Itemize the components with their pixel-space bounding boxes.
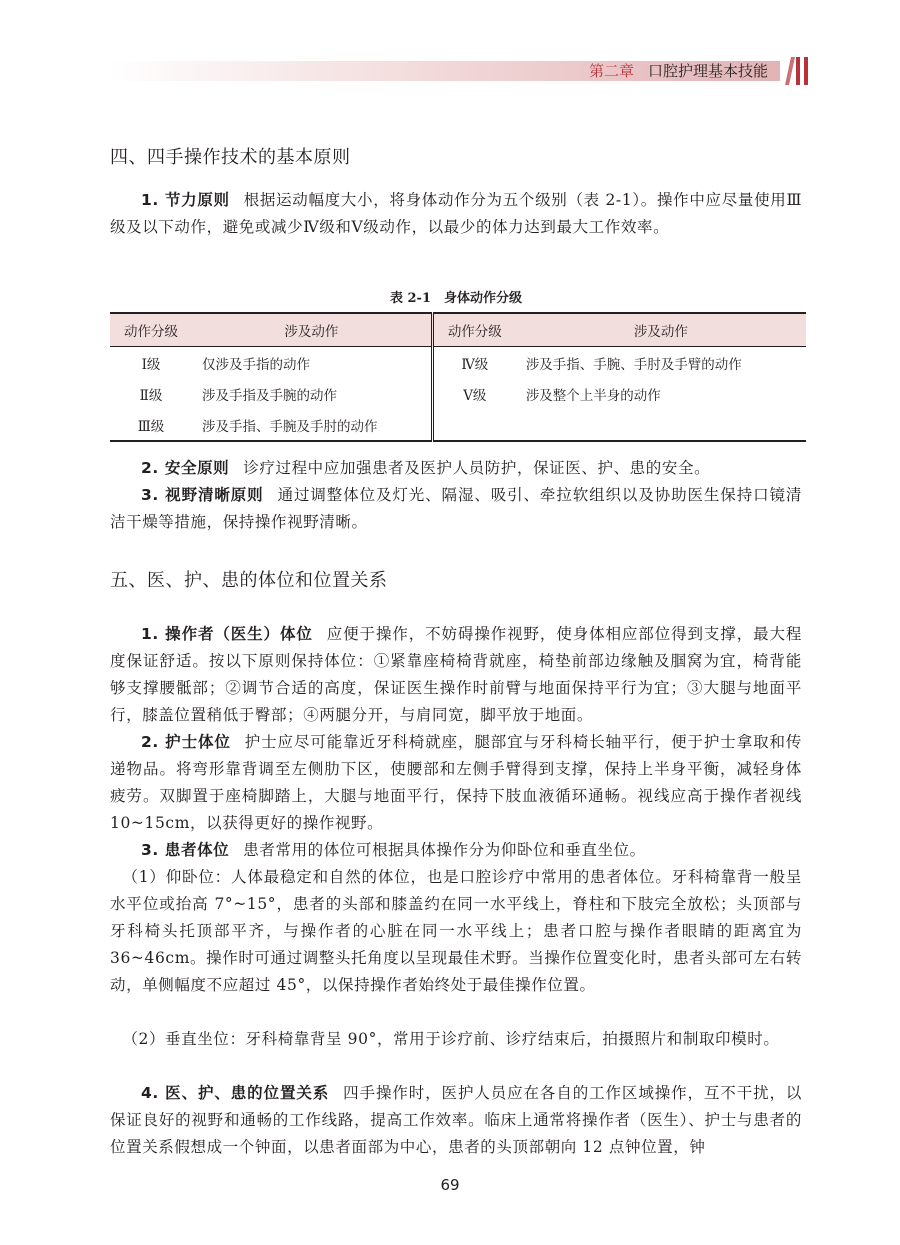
chapter-title: 口腔护理基本技能	[647, 62, 768, 80]
paragraph-text: 四手操作时，医护人员应在各自的工作区域操作，互不干扰，以保证良好的视野和通畅的工作线路，提高工作效率。临床上通常将操作者（医生）、护士与患者的位置关系假想成一个钟面，以患者面部为中心，患者的头顶部朝向 12 点钟位置，钟	[110, 1084, 802, 1156]
header-bars-decoration	[786, 57, 810, 85]
table-cell: Ⅰ级	[141, 356, 161, 373]
table-cell: 涉及手指及手腕的动作	[192, 378, 432, 409]
table-cell	[432, 409, 516, 441]
chapter-number: 第二章	[588, 62, 634, 80]
paragraph-text: 诊疗过程中应加强患者及医护人员防护，保证医、护、患的安全。	[243, 459, 711, 477]
body-movement-table	[110, 312, 806, 442]
table-header: 动作分级	[432, 313, 516, 347]
paragraph-lead: 2. 护士体位	[141, 733, 231, 751]
table-cell: Ⅲ级	[110, 409, 192, 441]
paragraph-energy-principle	[110, 187, 802, 241]
table-cell: Ⅳ级	[461, 356, 489, 373]
running-header	[589, 61, 768, 81]
table-row	[110, 378, 806, 409]
paragraph-lead: 3. 视野清晰原则	[141, 486, 264, 504]
paragraph-lead: 2. 安全原则	[141, 459, 230, 477]
section-heading-4: 四、四手操作技术的基本原则	[110, 147, 351, 168]
table-header: 涉及动作	[192, 313, 432, 347]
paragraph-operator-position	[110, 621, 802, 729]
table-cell: 涉及手指、手腕及手肘的动作	[192, 409, 432, 441]
paragraph-text: 应便于操作，不妨碍操作视野，使身体相应部位得到支撑，最大程度保证舒适。按以下原则保持体位：①紧靠座椅椅背就座，椅垫前部边缘触及腘窝为宜，椅背能够支撑腰骶部；②调节合适的高度，保证医生操作时前臂与地面保持平行为宜；③大腿与地面平行，膝盖位置稍低于臀部；④两腿分开，与肩同宽，脚平放于地面。	[110, 625, 802, 724]
table-header-row	[110, 313, 806, 347]
page-number: 69	[440, 1176, 460, 1194]
table-cell: Ⅴ级	[463, 387, 487, 404]
table-header: 涉及动作	[516, 313, 806, 347]
table-row	[110, 347, 806, 379]
paragraph-nurse-position	[110, 729, 802, 837]
paragraph-upright-position: （2）垂直坐位：牙科椅靠背呈 90°，常用于诊疗前、诊疗结束后，拍摄照片和制取印模时。	[122, 1030, 780, 1048]
paragraph-lead: 4. 医、护、患的位置关系	[141, 1084, 330, 1102]
table-cell: Ⅱ级	[139, 387, 163, 404]
paragraph-lead: 1. 操作者（医生）体位	[141, 625, 313, 643]
paragraph-text: 通过调整体位及灯光、隔湿、吸引、牵拉软组织以及协助医生保持口镜清洁干燥等措施，保持操作视野清晰。	[110, 486, 802, 531]
paragraph-safety-principle	[110, 455, 802, 482]
paragraph-text: 患者常用的体位可根据具体操作分为仰卧位和垂直坐位。	[243, 841, 646, 859]
paragraph-lead: 3. 患者体位	[141, 841, 230, 859]
paragraph-supine-position: （1）仰卧位：人体最稳定和自然的体位，也是口腔诊疗中常用的患者体位。牙科椅靠背一般呈水平位或抬高 7°~15°，患者的头部和膝盖约在同一水平线上，脊柱和下肢完全放松；头顶部与牙科椅头托顶部平齐，与操作者的心脏在同一水平线上；患者口腔与操作者眼睛的距离宜为 36~46cm。操作时可通过调整头托角度以呈现最佳术野。当操作位置变化时，患者头部可左右转动，单侧幅度不应超过 45°，以保持操作者始终处于最佳操作位置。	[110, 868, 802, 994]
paragraph-text: 护士应尽可能靠近牙科椅就座，腿部宜与牙科椅长轴平行，便于护士拿取和传递物品。将弯形靠背调至左侧肋下区，使腰部和左侧手臂得到支撑，保持上半身平衡，减轻身体疲劳。双脚置于座椅脚踏上，大腿与地面平行，保持下肢血液循环通畅。视线应高于操作者视线 10~15cm，以获得更好的操作视野。	[110, 733, 802, 832]
paragraph-position-relationship	[110, 1080, 802, 1161]
table-header: 动作分级	[110, 313, 192, 347]
table-caption: 表 2-1 身体动作分级	[389, 291, 522, 306]
paragraph-patient-position	[110, 837, 802, 864]
table-row	[110, 409, 806, 441]
paragraph-visibility-principle	[110, 482, 802, 536]
section-heading-5: 五、医、护、患的体位和位置关系	[110, 570, 388, 591]
paragraph-lead: 1. 节力原则	[141, 191, 230, 209]
table-cell: 涉及整个上半身的动作	[525, 387, 661, 404]
paragraph-text: 根据运动幅度大小，将身体动作分为五个级别（表 2-1）。操作中应尽量使用Ⅲ级及以下动作，避免或减少Ⅳ级和Ⅴ级动作，以最少的体力达到最大工作效率。	[110, 191, 802, 236]
table-cell	[516, 409, 806, 441]
table-cell: 涉及手指、手腕、手肘及手臂的动作	[525, 356, 742, 373]
table-cell: 仅涉及手指的动作	[192, 347, 432, 379]
